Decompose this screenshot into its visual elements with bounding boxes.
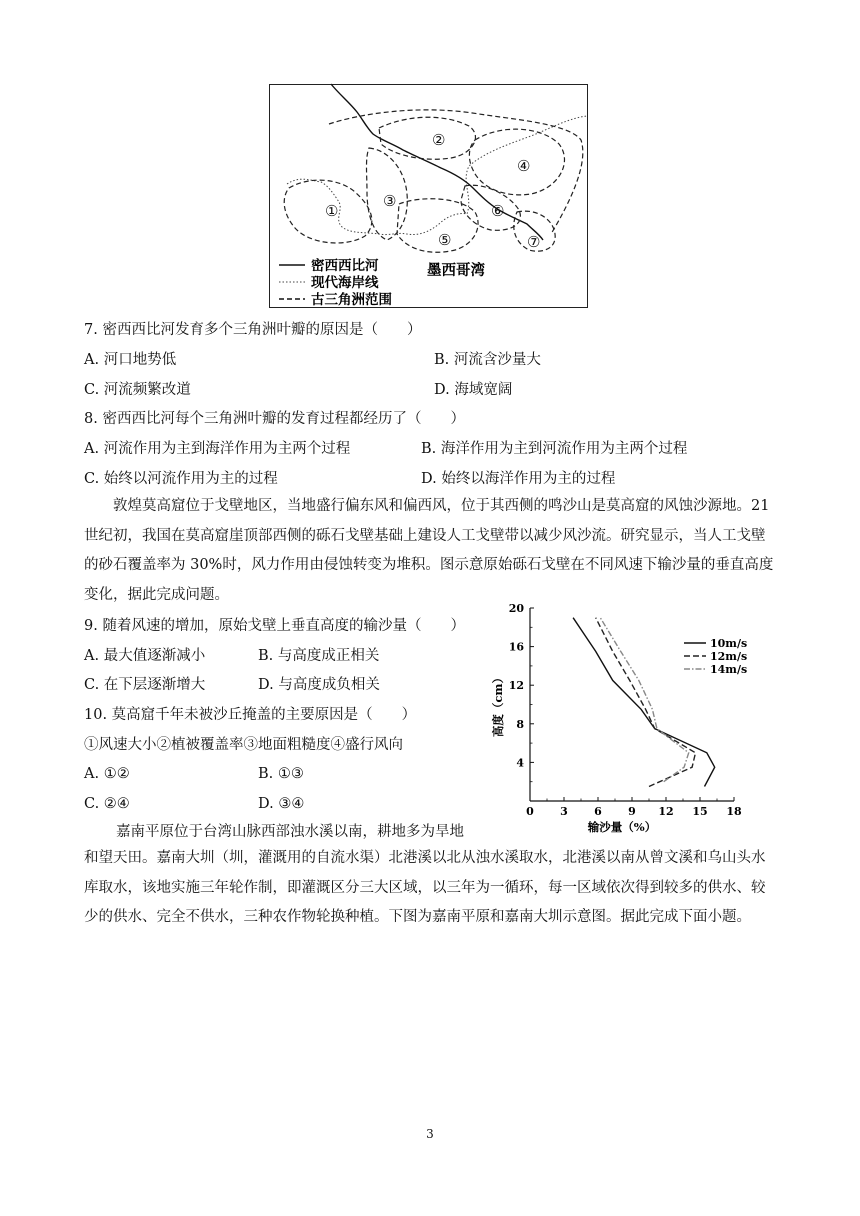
x-tick-label: 18 <box>726 805 742 818</box>
q8-option-b[interactable]: B. 海洋作用为主到河流作用为主两个过程 <box>421 441 688 457</box>
x-tick-label: 3 <box>560 805 568 818</box>
y-tick-label: 4 <box>516 756 524 770</box>
lobe-label-4: ④ <box>517 157 531 175</box>
q7-stem: 7. 密西西比河发育多个三角洲叶瓣的原因是（ ） <box>84 322 422 338</box>
legend-coastline-label: 现代海岸线 <box>311 275 379 291</box>
legend-label: 14m/s <box>710 663 748 676</box>
passage-dunhuang: 敦煌莫高窟位于戈壁地区，当地盛行偏东风和偏西风，位于其西侧的鸣沙山是莫高窟的风蚀沙源地。21 世纪初，我国在莫高窟崖顶部西侧的砾石戈壁基础上建设人工戈壁带以减少风沙流。研究显示，当人工戈壁的砂石覆盖率为 30%时，风力作用由侵蚀转变为堆积。图示意原始砾石戈壁在不同风速下输沙量的垂直高度变化，据此完成问题。 <box>84 498 774 603</box>
x-axis-label: 输沙量（%） <box>587 820 657 834</box>
series-line-14m-per-s <box>600 618 688 782</box>
x-tick-label: 15 <box>692 805 708 818</box>
mississippi-delta-map <box>269 84 588 308</box>
q8-stem: 8. 密西西比河每个三角洲叶瓣的发育过程都经历了（ ） <box>84 411 465 427</box>
q7-option-b[interactable]: B. 河流含沙量大 <box>434 352 541 368</box>
gulf-of-mexico-label: 墨西哥湾 <box>427 262 485 279</box>
q10-stem: 10. 莫高窟千年未被沙丘掩盖的主要原因是（ ） <box>84 707 417 723</box>
y-tick-label: 20 <box>508 602 524 615</box>
page-number: 3 <box>426 1127 434 1141</box>
q8-option-d[interactable]: D. 始终以海洋作用为主的过程 <box>421 471 616 487</box>
x-tick-label: 6 <box>594 805 602 818</box>
q9-option-b[interactable]: B. 与高度成正相关 <box>258 648 380 664</box>
passage-jianan-rest: 和望天田。嘉南大圳（圳，灌溉用的自流水渠）北港溪以北从浊水溪取水，北港溪以南从曾文溪和乌山头水库取水，该地实施三年轮作制，即灌溉区分三大区域，以三年为一循环，每一区域依次得到较多的供水、较少的供水、完全不供水，三种农作物轮换种植。下图为嘉南平原和嘉南大圳示意图。据此完成下面小题。 <box>84 850 766 925</box>
y-tick-label: 16 <box>508 640 524 654</box>
y-tick-label: 8 <box>516 717 524 731</box>
lobe-label-2: ② <box>432 131 446 149</box>
q10-items: ①风速大小②植被覆盖率③地面粗糙度④盛行风向 <box>84 737 403 753</box>
q9-option-a[interactable]: A. 最大值逐渐减小 <box>84 648 206 664</box>
sand-transport-chart <box>488 598 750 834</box>
q9-stem: 9. 随着风速的增加，原始戈壁上垂直高度的输沙量（ ） <box>84 618 465 634</box>
legend-river-label: 密西西比河 <box>311 258 379 274</box>
lobe-label-1: ① <box>325 202 339 220</box>
y-tick-label: 12 <box>508 679 524 693</box>
x-tick-label: 9 <box>628 805 636 818</box>
q8-option-a[interactable]: A. 河流作用为主到海洋作用为主两个过程 <box>84 441 351 457</box>
x-tick-label: 0 <box>526 805 534 818</box>
y-axis-label: 高度（cm） <box>491 671 505 738</box>
q9-option-d[interactable]: D. 与高度成负相关 <box>258 677 380 693</box>
legend-delta-label: 古三角洲范围 <box>311 292 392 308</box>
q7-option-c[interactable]: C. 河流频繁改道 <box>84 382 191 398</box>
q10-option-c[interactable]: C. ②④ <box>84 796 130 812</box>
q7-option-d[interactable]: D. 海域宽阔 <box>434 382 513 398</box>
series-line-12m-per-s <box>596 618 696 787</box>
lobe-label-5: ⑤ <box>438 231 452 249</box>
x-tick-label: 12 <box>658 805 674 818</box>
lobe-label-7: ⑦ <box>527 233 541 251</box>
q8-option-c[interactable]: C. 始终以河流作用为主的过程 <box>84 471 278 487</box>
legend-label: 10m/s <box>710 637 748 650</box>
legend-label: 12m/s <box>710 650 748 663</box>
q7-option-a[interactable]: A. 河口地势低 <box>84 352 177 368</box>
lobe-label-3: ③ <box>383 192 397 210</box>
q10-option-b[interactable]: B. ①③ <box>258 766 304 782</box>
passage-jianan-line1: 嘉南平原位于台湾山脉西部浊水溪以南，耕地多为旱地 <box>116 824 464 840</box>
lobe-label-6: ⑥ <box>491 202 505 220</box>
q10-option-d[interactable]: D. ③④ <box>258 796 305 812</box>
q10-option-a[interactable]: A. ①② <box>84 766 130 782</box>
q9-option-c[interactable]: C. 在下层逐渐增大 <box>84 677 206 693</box>
